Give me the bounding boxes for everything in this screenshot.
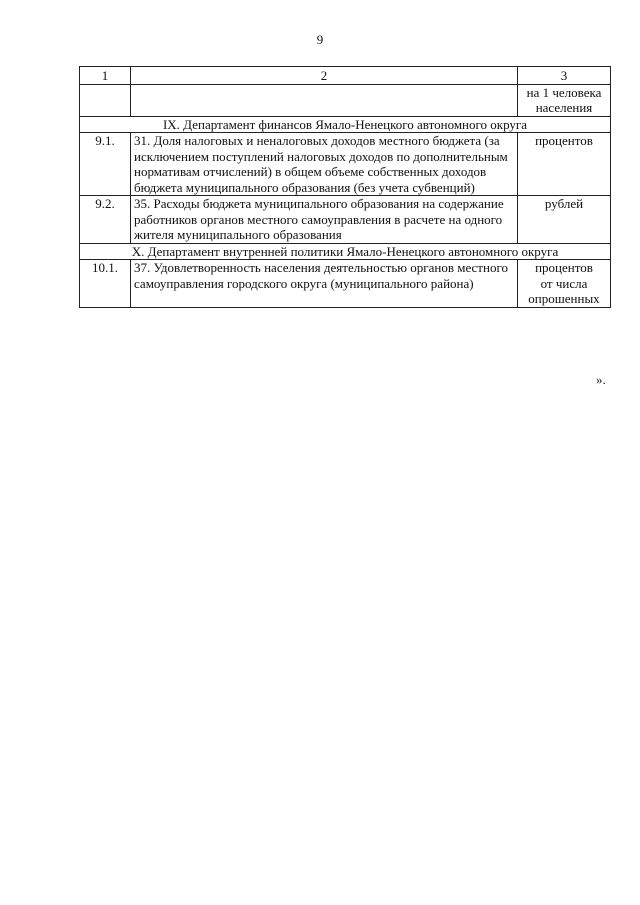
table-row (80, 260, 611, 308)
section-title: IX. Департамент финансов Ямало-Ненецкого автономного округа (80, 116, 611, 133)
closing-quote-mark: ». (596, 372, 606, 387)
unit-cell (518, 133, 611, 196)
unit-line: процентов (535, 133, 593, 148)
empty-cell (131, 84, 518, 116)
table-row (80, 196, 611, 244)
row-number: 9.1. (80, 133, 131, 196)
unit-subheader-cell (518, 84, 611, 116)
indicator-text: 35. Расходы бюджета муниципального образования на содержание работников органов местного самоуправления в расчете на одного жителя муниципального образования (131, 196, 518, 244)
unit-line: опрошенных (528, 291, 600, 306)
section-title: X. Департамент внутренней политики Ямало-Ненецкого автономного округа (80, 243, 611, 260)
section-row (80, 243, 611, 260)
page-number: 9 (316, 32, 324, 47)
table-row (80, 133, 611, 196)
unit-cell (518, 260, 611, 308)
indicators-table (79, 66, 611, 308)
unit-subheader-row (80, 84, 611, 116)
unit-line: от числа (540, 275, 588, 291)
unit-subheader-line: на 1 человека (526, 84, 602, 100)
unit-subheader-line: населения (535, 100, 593, 115)
row-number: 9.2. (80, 196, 131, 244)
table-header-row (80, 67, 611, 85)
indicator-text: 37. Удовлетворенность населения деятельностью органов местного самоуправления городского округа (муниципального района) (131, 260, 518, 308)
unit-line: рублей (544, 196, 584, 211)
header-col-1: 1 (80, 67, 131, 85)
empty-cell (80, 84, 131, 116)
unit-cell (518, 196, 611, 244)
header-col-3: 3 (518, 67, 611, 85)
header-col-2: 2 (131, 67, 518, 85)
section-row (80, 116, 611, 133)
indicator-text: 31. Доля налоговых и неналоговых доходов местного бюджета (за исключением поступлений налоговых доходов по дополнительным нормативам отчислений) в общем объеме собственных доходов бюджета муниципального образования (без учета субвенций) (131, 133, 518, 196)
unit-line: процентов (535, 260, 593, 275)
row-number: 10.1. (80, 260, 131, 308)
